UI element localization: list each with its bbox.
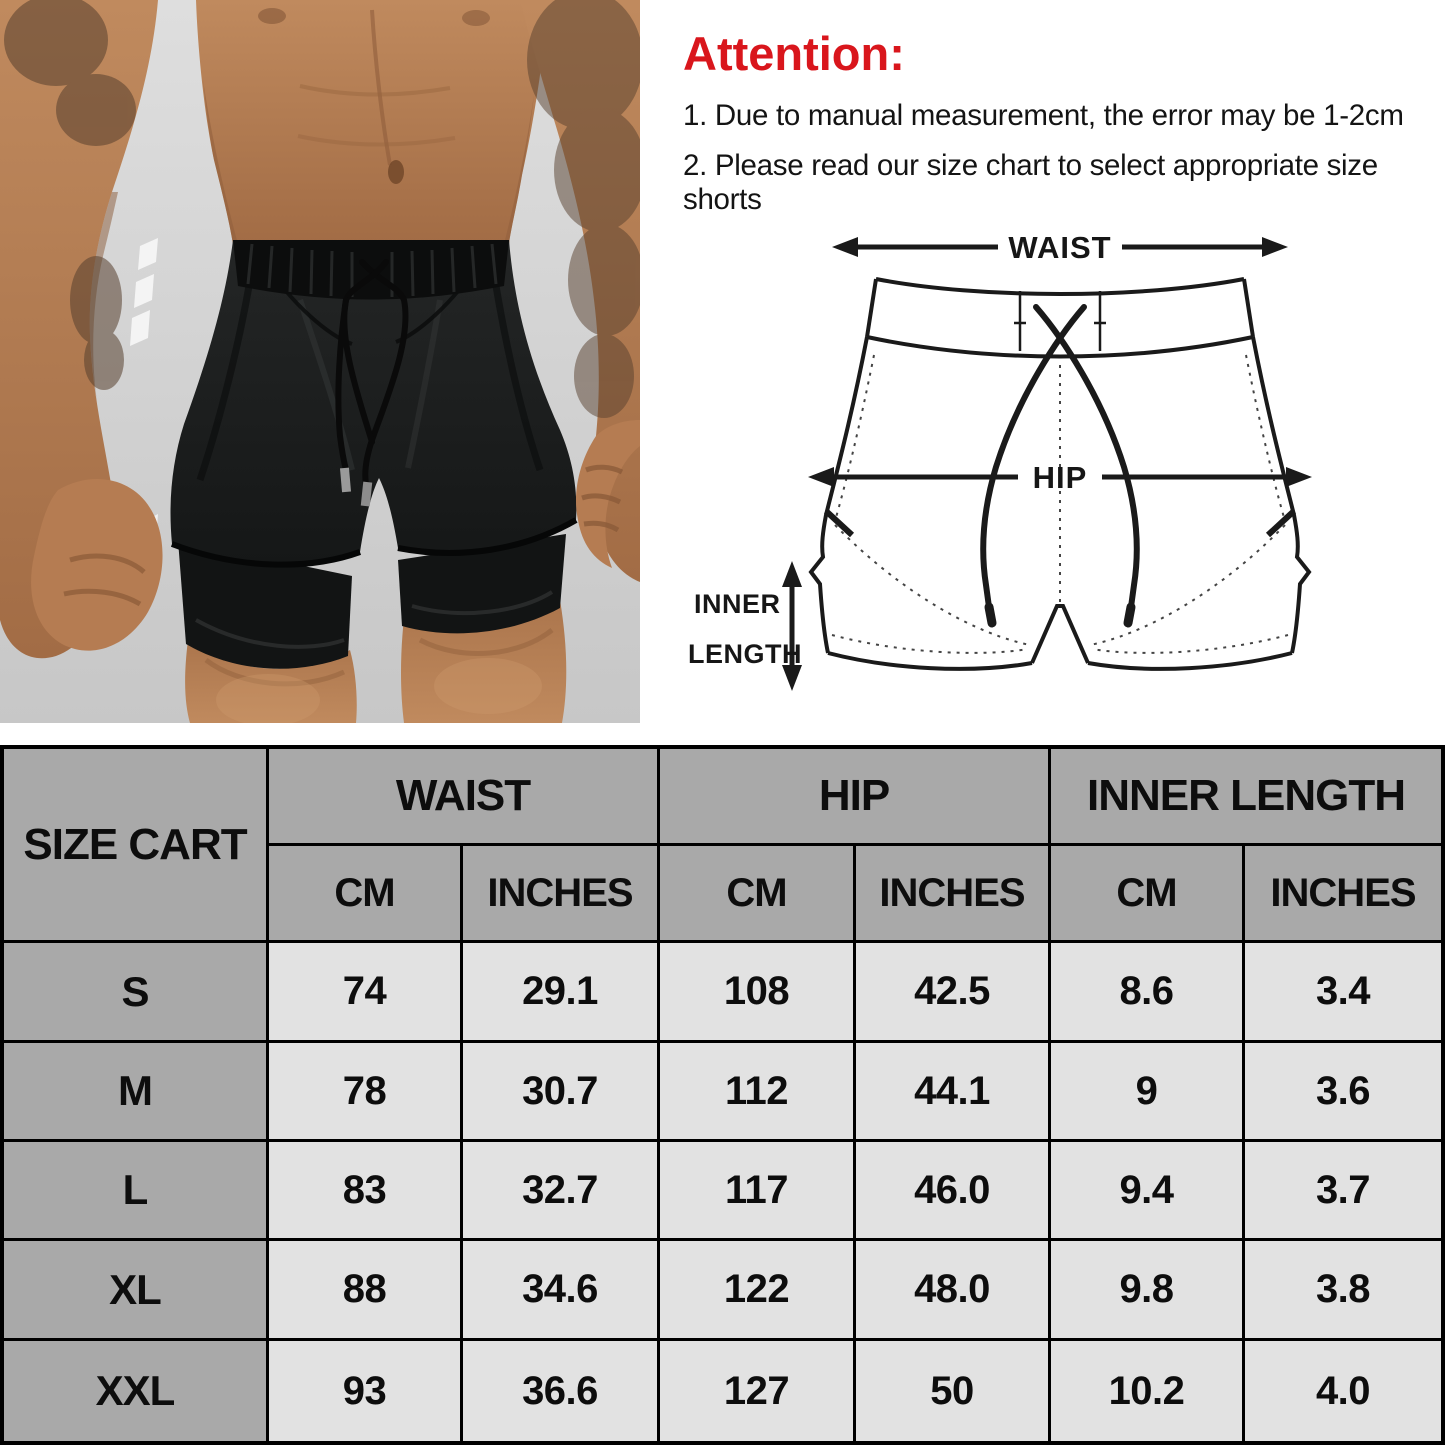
value-m-inner-cm: 9: [1051, 1043, 1242, 1139]
value-s-inner-cm: 8.6: [1051, 943, 1242, 1040]
size-label-xl: XL: [4, 1241, 266, 1338]
diagram-waistband: [867, 279, 1253, 357]
value-xl-hip-cm: 122: [660, 1241, 853, 1338]
value-xxl-waist-inches: 36.6: [463, 1341, 657, 1441]
value-xl-hip-inches: 48.0: [856, 1241, 1048, 1338]
diagram-stitching: [832, 355, 1288, 653]
value-s-hip-cm: 108: [660, 943, 853, 1040]
size-label-xxl: XXL: [4, 1341, 266, 1441]
unit-header-waist-cm: CM: [269, 846, 460, 940]
value-l-hip-cm: 117: [660, 1142, 853, 1238]
column-group-waist: WAIST: [269, 749, 657, 843]
size-label-l: L: [4, 1142, 266, 1238]
value-l-inner-cm: 9.4: [1051, 1142, 1242, 1238]
value-s-waist-cm: 74: [269, 943, 460, 1040]
unit-header-inner-inches: INCHES: [1245, 846, 1441, 940]
value-xxl-hip-inches: 50: [856, 1341, 1048, 1441]
value-xl-waist-cm: 88: [269, 1241, 460, 1338]
value-xl-waist-inches: 34.6: [463, 1241, 657, 1338]
attention-note-1: 1. Due to manual measurement, the error may be 1-2cm: [683, 99, 1404, 132]
value-m-hip-inches: 44.1: [856, 1043, 1048, 1139]
attention-title: Attention:: [683, 27, 905, 80]
value-l-waist-inches: 32.7: [463, 1142, 657, 1238]
column-group-hip: HIP: [660, 749, 1048, 843]
value-xl-inner-inches: 3.8: [1245, 1241, 1441, 1338]
attention-note-2: 2. Please read our size chart to select appropriate size shorts: [683, 149, 1378, 216]
value-l-waist-cm: 83: [269, 1142, 460, 1238]
unit-header-hip-inches: INCHES: [856, 846, 1048, 940]
value-l-hip-inches: 46.0: [856, 1142, 1048, 1238]
inner-length-label-line1: INNER: [694, 589, 781, 619]
size-label-m: M: [4, 1043, 266, 1139]
unit-header-waist-inches: INCHES: [463, 846, 657, 940]
value-s-waist-inches: 29.1: [463, 943, 657, 1040]
value-xxl-inner-cm: 10.2: [1051, 1341, 1242, 1441]
column-group-inner-length: INNER LENGTH: [1051, 749, 1441, 843]
attention-section: [683, 26, 1433, 233]
value-xxl-hip-cm: 127: [660, 1341, 853, 1441]
unit-header-inner-cm: CM: [1051, 846, 1242, 940]
waist-arrow-label: WAIST: [1008, 230, 1112, 265]
value-m-waist-inches: 30.7: [463, 1043, 657, 1139]
value-xl-inner-cm: 9.8: [1051, 1241, 1242, 1338]
model-photo: [0, 0, 640, 723]
value-m-inner-inches: 3.6: [1245, 1043, 1441, 1139]
value-l-inner-inches: 3.7: [1245, 1142, 1441, 1238]
size-chart-corner-header: SIZE CART: [4, 749, 266, 940]
inner-length-label-line2: LENGTH: [688, 639, 802, 669]
value-s-hip-inches: 42.5: [856, 943, 1048, 1040]
shorts-measurement-diagram: [680, 215, 1442, 717]
value-m-hip-cm: 112: [660, 1043, 853, 1139]
unit-header-hip-cm: CM: [660, 846, 853, 940]
value-s-inner-inches: 3.4: [1245, 943, 1441, 1040]
value-xxl-inner-inches: 4.0: [1245, 1341, 1441, 1441]
size-label-s: S: [4, 943, 266, 1040]
value-xxl-waist-cm: 93: [269, 1341, 460, 1441]
hip-arrow-label: HIP: [1032, 460, 1088, 495]
size-chart-table: [0, 745, 1445, 1445]
model-torso: [196, 0, 548, 244]
value-m-waist-cm: 78: [269, 1043, 460, 1139]
inner-length-arrow: [782, 561, 802, 691]
